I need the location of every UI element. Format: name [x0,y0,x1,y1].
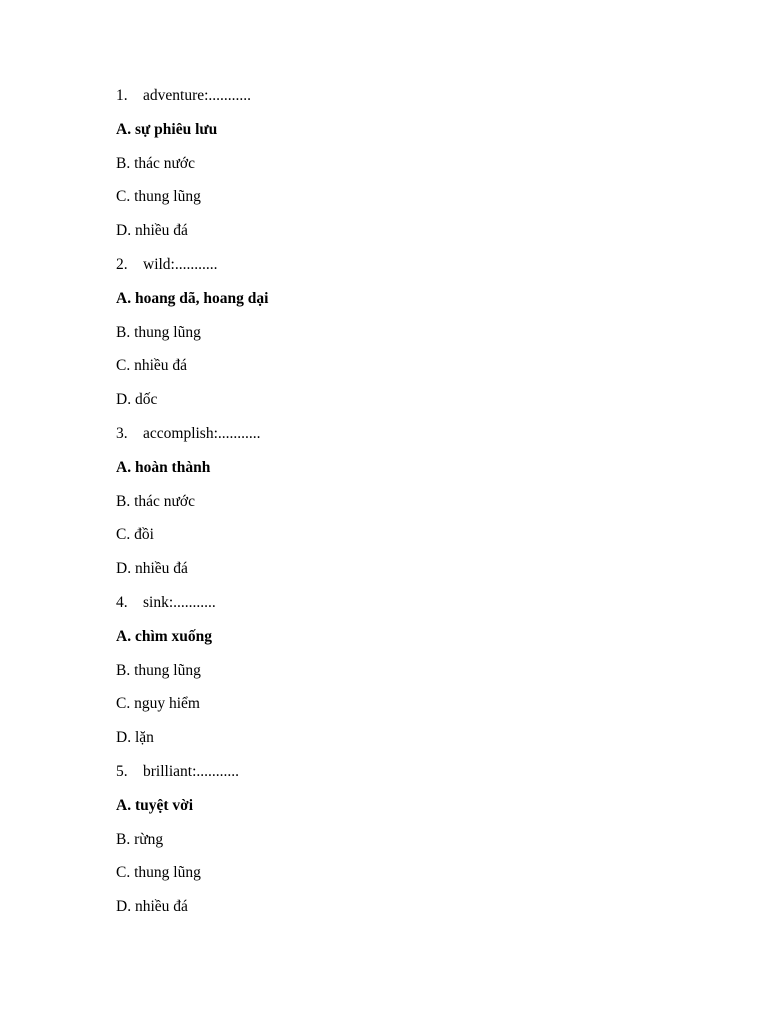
answer-option: D. lặn [116,729,154,747]
answer-option: C. thung lũng [116,188,201,206]
answer-option-correct: A. sự phiêu lưu [116,120,218,138]
quiz-document [116,86,716,931]
question-word: adventure:........... [143,87,252,104]
answer-option: B. thung lũng [116,323,201,341]
question-4 [116,593,716,627]
question-1 [116,86,716,120]
question-number: 4. [116,593,128,611]
question-2 [116,255,716,289]
question-number: 1. [116,87,128,104]
question-number: 5. [116,762,128,780]
question-word: brilliant:........... [143,762,240,780]
question-5 [116,762,716,796]
question-word: accomplish:........... [143,424,261,442]
question-3 [116,424,716,458]
answer-option: C. nguy hiểm [116,695,200,713]
answer-option-correct: A. tuyệt vời [116,796,194,814]
question-word: wild:........... [143,255,218,273]
answer-option: D. dốc [116,391,158,409]
question-number: 3. [116,424,128,442]
answer-option: D. nhiều đá [116,898,188,916]
answer-option: C. nhiều đá [116,357,188,375]
answer-option: B. thung lũng [116,661,201,679]
answer-option: C. đồi [116,526,154,544]
question-word: sink:........... [143,593,216,611]
answer-option: B. thác nước [116,492,196,510]
answer-option-correct: A. chìm xuống [116,627,213,645]
answer-option-correct: A. hoàn thành [116,458,211,476]
answer-option: B. rừng [116,830,164,848]
question-number: 2. [116,255,128,273]
answer-option-correct: A. hoang dã, hoang dại [116,289,269,307]
answer-option: D. nhiều đá [116,560,188,578]
answer-option: B. thác nước [116,154,196,172]
answer-option: C. thung lũng [116,864,201,882]
answer-option: D. nhiều đá [116,222,188,240]
